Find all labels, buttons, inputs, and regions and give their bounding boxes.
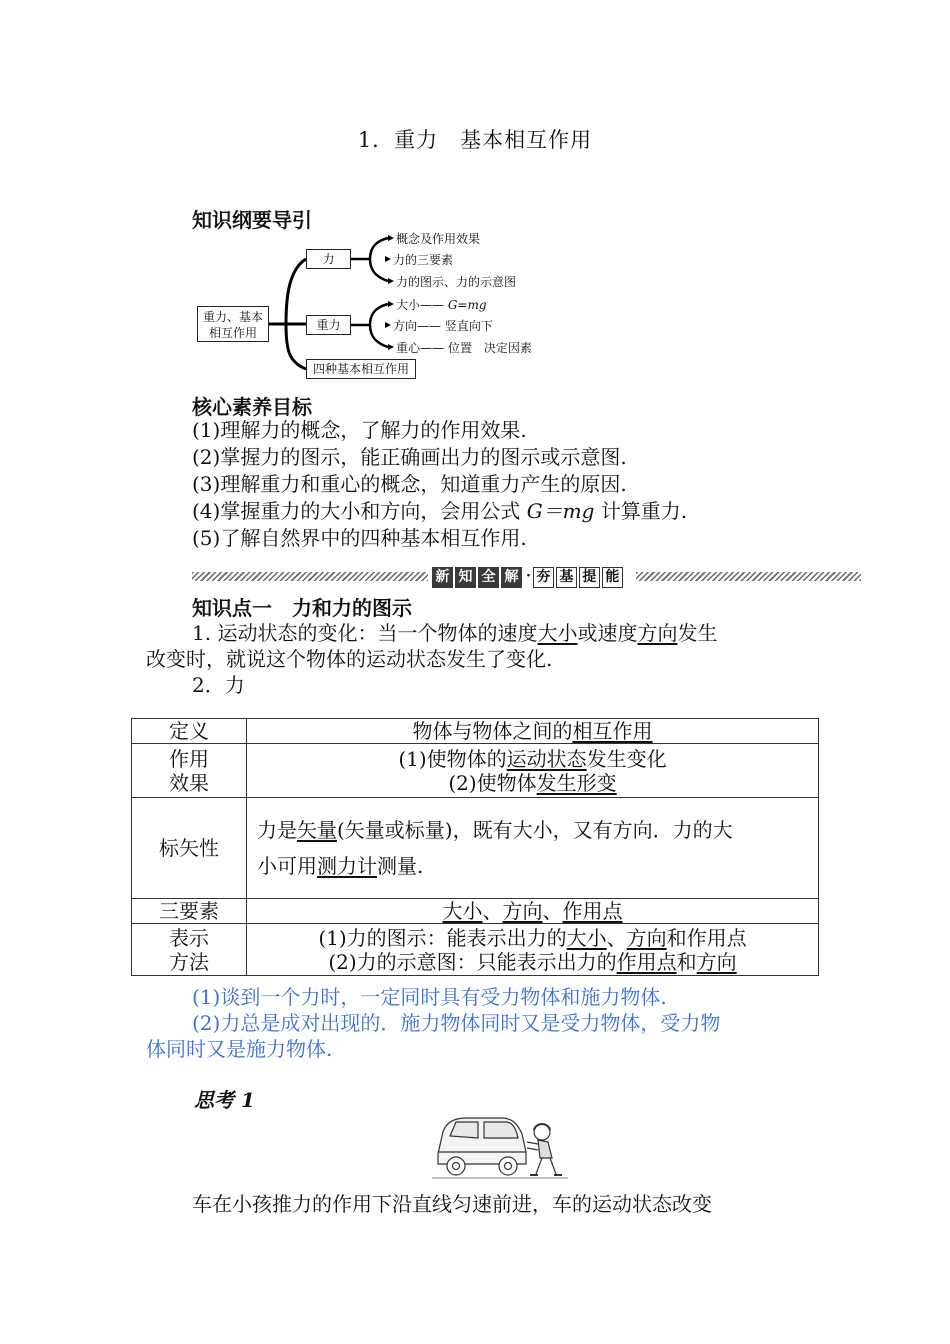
force-table <box>131 718 819 976</box>
dash: —— <box>420 298 445 312</box>
table-value <box>247 798 819 899</box>
gravity-item-direction <box>393 317 493 334</box>
table-key: 定义 <box>132 719 247 744</box>
table-row <box>132 719 819 744</box>
table-value <box>247 924 819 976</box>
text: (1)使物体的 <box>398 746 507 771</box>
answer-blank: 方向 <box>637 621 678 645</box>
banner-hatch-right <box>636 572 861 581</box>
answer-blank: 大小 <box>537 621 578 645</box>
four-interactions-node: 四种基本相互作用 <box>306 359 416 379</box>
goal-item: (1)理解力的概念，了解力的作用效果. <box>192 418 527 442</box>
goal-text: 计算重力. <box>600 499 688 523</box>
goal-item: (2)掌握力的图示，能正确画出力的图示或示意图. <box>192 445 627 469</box>
table-line <box>247 926 818 950</box>
table-key <box>132 744 247 798</box>
kp1-paragraph-1-cont: 改变时，就说这个物体的运动状态发生了变化. <box>146 647 553 671</box>
root-node-line1: 重力、基本 <box>202 310 263 324</box>
text: 、 <box>482 899 503 923</box>
gravity-item-value: G=mg <box>447 298 487 312</box>
banner-tile: 解 <box>501 567 522 588</box>
answer-blank: 矢量 <box>297 818 337 842</box>
force-item: 力的图示、力的示意图 <box>396 275 517 289</box>
note-1: (1)谈到一个力时，一定同时具有受力物体和施力物体. <box>192 985 667 1009</box>
banner-hatch-left <box>192 572 428 581</box>
text: 或速度 <box>577 621 638 645</box>
banner-tile: 能 <box>602 567 623 588</box>
answer-blank: 大小 <box>566 925 607 950</box>
table-row <box>132 798 819 899</box>
goal-item: (3)理解重力和重心的概念，知道重力产生的原因. <box>192 472 627 496</box>
answer-blank: 发生形变 <box>536 770 617 795</box>
table-value <box>247 719 819 744</box>
answer-blank: 大小 <box>442 899 483 923</box>
text: 效果 <box>169 770 209 795</box>
answer-blank: 相互作用 <box>572 719 653 743</box>
text: (矢量或标量)，既有大小，又有方向．力的大 <box>337 818 733 842</box>
text: 力是 <box>257 818 297 842</box>
dash: —— <box>417 319 442 333</box>
page-title: 1．重力 基本相互作用 <box>357 128 593 152</box>
answer-blank: 方向 <box>696 949 737 974</box>
goal-item: (5)了解自然界中的四种基本相互作用. <box>192 526 527 550</box>
gravity-node: 重力 <box>306 315 351 335</box>
gravity-item-center <box>396 339 532 356</box>
text: (2)使物体 <box>448 770 537 795</box>
text: 物体与物体之间的 <box>412 719 573 743</box>
kp1-heading: 知识点一 力和力的图示 <box>192 596 412 620</box>
banner-tile: 夯 <box>533 567 554 588</box>
goal-item <box>192 495 687 524</box>
kp1-paragraph-2: 2．力 <box>192 673 245 697</box>
gravity-item-name: 大小 <box>396 298 421 312</box>
child-pushing-car-illustration <box>430 1112 570 1184</box>
answer-blank: 作用点 <box>562 899 623 923</box>
text: 方法 <box>169 949 209 974</box>
table-line <box>257 848 812 884</box>
table-line <box>257 812 812 848</box>
force-node: 力 <box>306 249 351 269</box>
goal-text: (4)掌握重力的大小和方向，会用公式 <box>192 499 521 523</box>
text: 、 <box>542 899 563 923</box>
gravity-item-value: 竖直向下 <box>444 319 493 333</box>
think-label: 思考 1 <box>194 1088 255 1112</box>
text: 、 <box>606 925 627 950</box>
table-line <box>247 771 818 795</box>
banner-tile: 提 <box>579 567 600 588</box>
gravity-formula: G＝mg <box>526 499 595 523</box>
table-value <box>247 899 819 924</box>
section-banner <box>432 566 625 587</box>
note-2: (2)力总是成对出现的．施力物体同时又是受力物体，受力物 <box>192 1011 721 1035</box>
banner-dot: · <box>526 568 531 584</box>
root-node <box>197 306 269 342</box>
text: 发生变化 <box>586 746 667 771</box>
note-2-cont: 体同时又是施力物体. <box>146 1037 333 1061</box>
gravity-item-value: 位置 决定因素 <box>447 341 532 355</box>
banner-tile: 新 <box>432 567 453 588</box>
text: (1)力的图示：能表示出力的 <box>318 925 567 950</box>
text: 和 <box>676 949 697 974</box>
text: 1. 运动状态的变化：当一个物体的速度 <box>192 621 538 645</box>
force-item: 力的三要素 <box>393 253 454 267</box>
mind-map <box>0 0 950 400</box>
dash: —— <box>420 341 445 355</box>
banner-tile: 全 <box>478 567 499 588</box>
table-key <box>132 924 247 976</box>
banner-tile: 知 <box>455 567 476 588</box>
kp1-paragraph-1 <box>192 617 717 646</box>
table-row <box>132 924 819 976</box>
table-row <box>132 744 819 798</box>
think-text: 车在小孩推力的作用下沿直线匀速前进，车的运动状态改变 <box>192 1192 712 1216</box>
table-line <box>247 950 818 974</box>
text: 作用 <box>169 746 209 771</box>
text: 和作用点 <box>666 925 747 950</box>
answer-blank: 作用点 <box>616 949 677 974</box>
root-node-line2: 相互作用 <box>208 326 257 340</box>
table-row <box>132 899 819 924</box>
table-key: 三要素 <box>132 899 247 924</box>
gravity-item-name: 方向 <box>393 319 418 333</box>
text: 表示 <box>169 925 209 950</box>
table-line <box>247 747 818 771</box>
gravity-item-magnitude <box>396 296 487 313</box>
banner-tile: 基 <box>556 567 577 588</box>
force-item: 概念及作用效果 <box>396 232 481 246</box>
outline-heading: 知识纲要导引 <box>192 208 312 232</box>
answer-blank: 运动状态 <box>506 746 587 771</box>
goals-heading: 核心素养目标 <box>192 395 312 419</box>
gravity-item-name: 重心 <box>396 341 421 355</box>
text: 小可用 <box>257 854 317 878</box>
answer-blank: 方向 <box>502 899 543 923</box>
table-key: 标矢性 <box>132 798 247 899</box>
answer-blank: 测力计 <box>317 854 377 878</box>
table-value <box>247 744 819 798</box>
text: 发生 <box>677 621 718 645</box>
text: 测量. <box>377 854 424 878</box>
text: (2)力的示意图：只能表示出力的 <box>328 949 617 974</box>
answer-blank: 方向 <box>626 925 667 950</box>
